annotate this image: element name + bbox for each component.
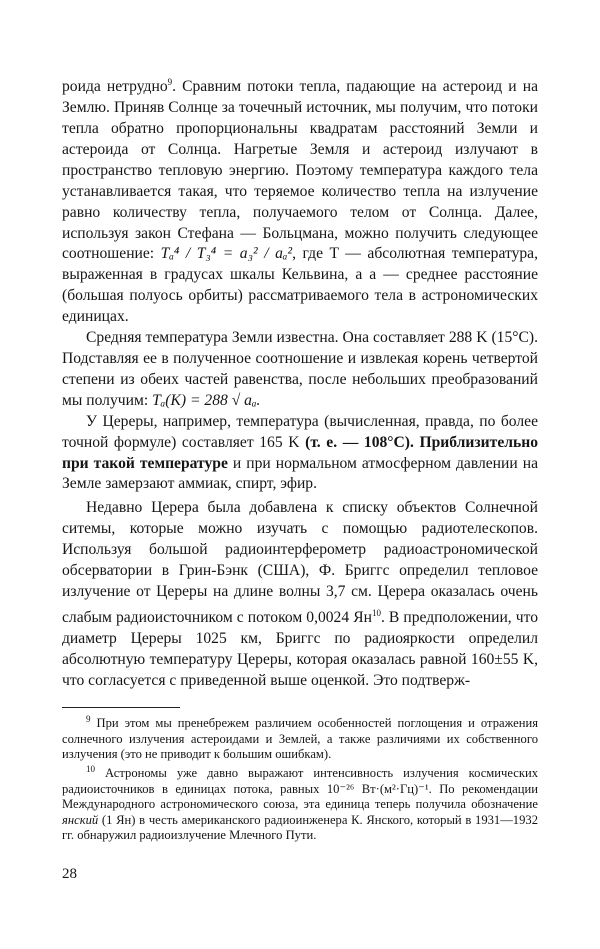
footnote-ref-10: 10	[371, 607, 381, 618]
paragraph-1-end: , где T — абсолютная температура, выраженная в градусах шкалы Кельвина, a a — среднее расстояние (большая полуось орбиты) рассматриваемого тела в астрономических единицах.	[62, 245, 538, 326]
paragraph-3-bold: (т. е. — 108°С). Приблизительно при такой температуре	[62, 433, 539, 472]
paragraph-2-text: Средняя температура Земли известна. Она составляет 288 K (15°С). Подставляя ее в полученное соотношение и извлекая корень четвертой степени из обеих частей равенства, после небольших преобразований мы получим:	[62, 329, 538, 409]
paragraph-4	[62, 498, 538, 691]
page-number: 28	[62, 866, 77, 882]
footnote-number: 9	[86, 714, 91, 724]
paragraph-2	[62, 328, 538, 412]
footnote-9	[62, 712, 538, 762]
footnote-text-end: (1 Ян) в честь американского радиоинженера К. Янского, который в 1931—1932 гг. обнаружил радиоизлучение Млечного Пути.	[62, 812, 538, 843]
paragraph-1-start: роида нетрудно	[62, 78, 168, 96]
paragraph-4-end: . В предположении, что диаметр Цереры 1025 км, Бриггс по радиояркости определил абсолютную температуру Цереры, которая оказалась равной 160±55 K, что согласуется с приведенной выше оценкой. Это подтверж-	[62, 609, 538, 689]
formula-temperature: Tₐ(K) = 288 √ aₐ.	[152, 391, 261, 409]
paragraph-3	[62, 412, 538, 496]
footnote-text: Астрономы уже давно выражают интенсивность излучения космических радиоисточников в единицах потока, равных 10⁻²⁶ Вт·(м²·Гц)⁻¹. По рекомендации Международного астрономического союза, эта единица теперь получила обозначение	[62, 766, 538, 812]
paragraph-4-start: Недавно Церера была добавлена к списку объектов Солнечной ситемы, которые можно изучать с помощью радиотелескопов. Используя большой радиоинтерферометр радиоастрономической обсерватории в Грин-Бэнк (США), Ф. Бриггс определил тепловое излучение от Цереры на длине волны 3,7 см. Церера оказалась очень слабым радиоисточником с потоком 0,0024 Ян	[62, 499, 538, 627]
paragraph-3-start: У Цереры, например, температура (вычисленная, правда, по более точной формуле) составляет 165 K	[62, 412, 538, 451]
paragraph-1	[62, 72, 538, 328]
paragraph-3-end: и при нормальном атмосферном давлении на Земле замерзают аммиак, спирт, эфир.	[62, 454, 538, 493]
main-text	[62, 72, 538, 692]
paragraph-1-text: . Сравним потоки тепла, падающие на астероид и на Землю. Приняв Солнце за точечный источник, мы получим, что потоки тепла обратно пропорциональны квадратам расстояний Земли и астероида от Солнца. Нагретые Земля и астероид излучают в пространство тепловую энергию. Поэтому температура каждого тела устанавливается такая, что теряемое количество тепла на излучение равно количеству тепла, получаемого телом от Солнца. Далее, используя закон Стефана — Больцмана, можно получить следующее соотношение:	[62, 78, 538, 263]
footnotes	[62, 712, 538, 844]
footnote-10	[62, 762, 538, 843]
footnote-ref-9: 9	[167, 77, 173, 87]
footnote-text: При этом мы пренебрежем различием особенностей поглощения и отражения солнечного излучения астероидами и Землей, а также различиями их собственного излучения (это не приводит к большим ошибкам).	[62, 716, 538, 761]
footnote-italic-term: янский	[62, 812, 99, 827]
formula-stefan-boltzmann: Tₐ⁴ / T₃⁴ = a₃² / aₐ²	[160, 245, 293, 263]
footnote-separator	[62, 707, 180, 708]
footnote-number: 10	[86, 764, 95, 775]
